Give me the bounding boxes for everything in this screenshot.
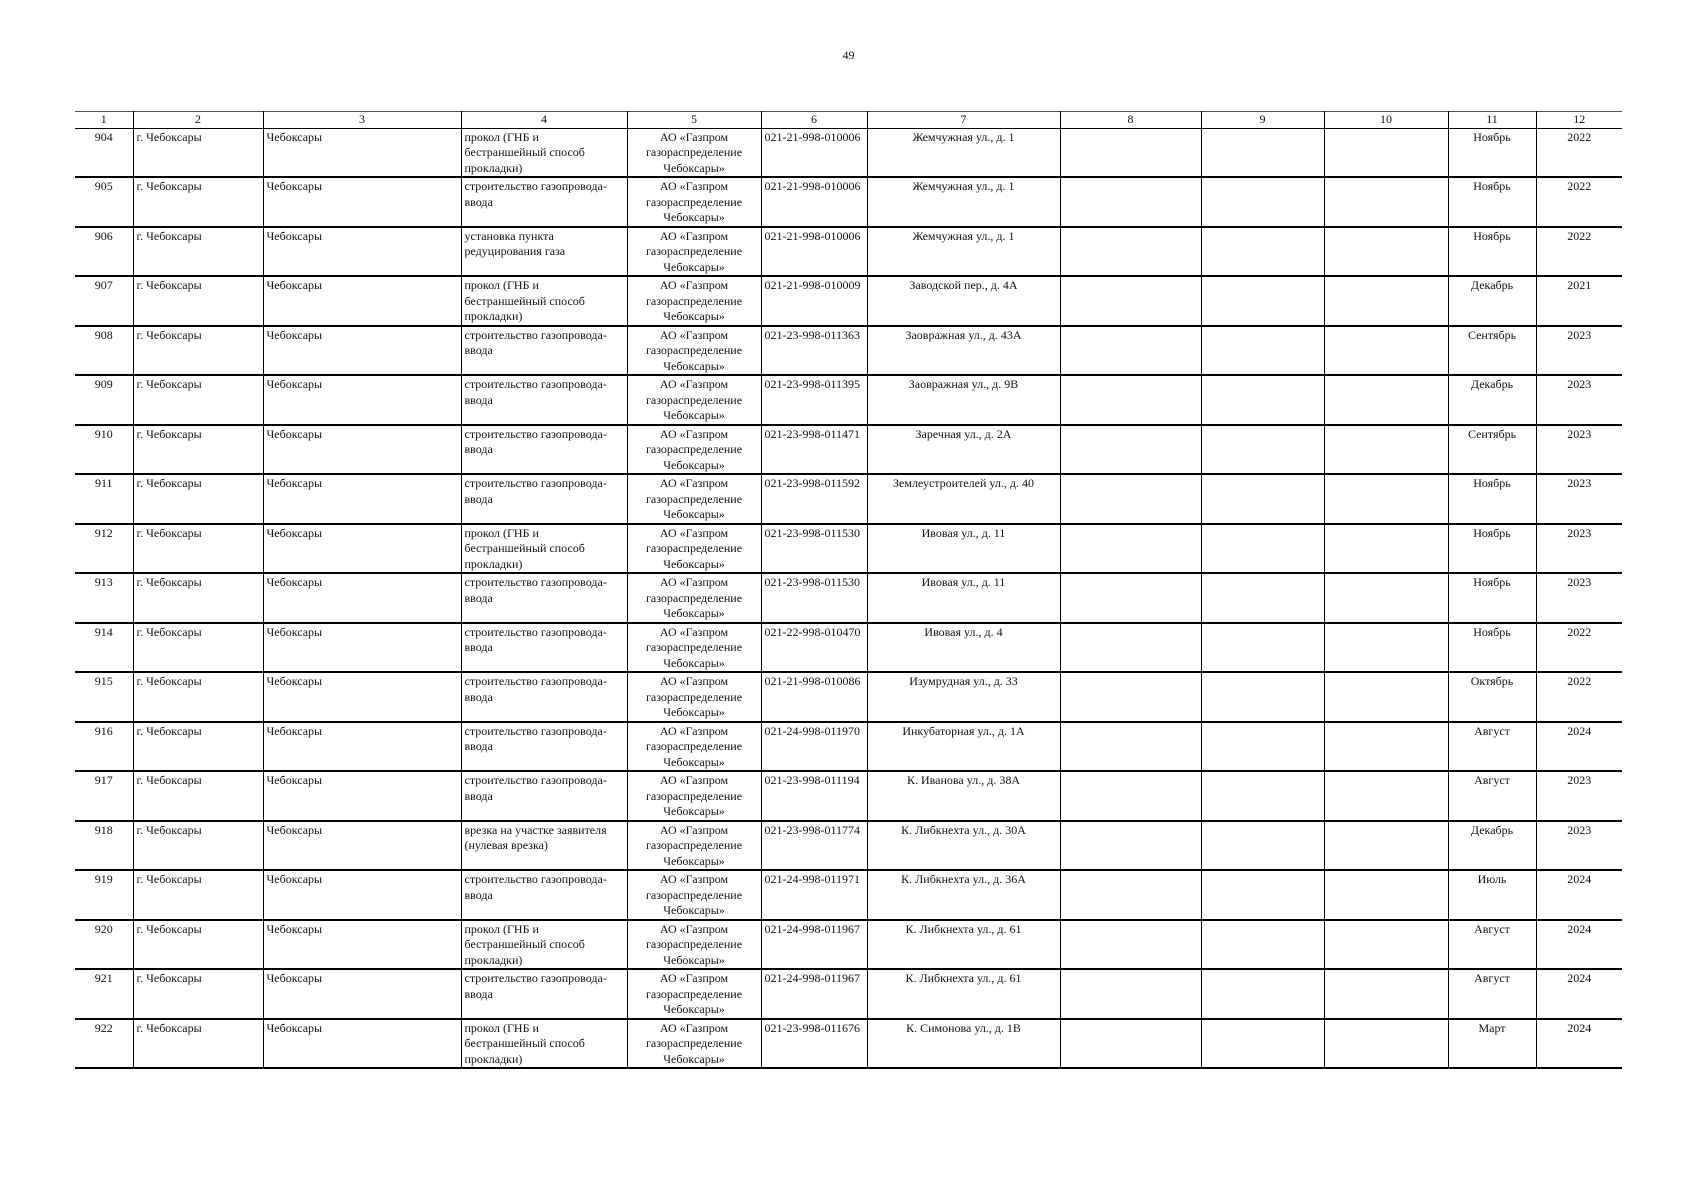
column-8-cell: [1060, 672, 1201, 722]
row-number: 912: [75, 524, 133, 574]
column-9-cell: [1201, 1019, 1324, 1069]
table-row: [75, 128, 1622, 177]
address-cell: Заовражная ул., д. 43А: [867, 326, 1060, 376]
row-number: 913: [75, 573, 133, 623]
address-cell: Ивовая ул., д. 11: [867, 524, 1060, 574]
locality-cell: Чебоксары: [263, 969, 461, 1019]
locality-cell: Чебоксары: [263, 573, 461, 623]
register-table: [75, 111, 1622, 1069]
work-type-cell: строительство газопровода-ввода: [461, 326, 627, 376]
column-9-cell: [1201, 276, 1324, 326]
month-cell: Ноябрь: [1448, 573, 1536, 623]
organization-cell: АО «Газпром газораспределение Чебоксары»: [627, 177, 761, 227]
year-cell: 2023: [1536, 821, 1622, 871]
column-10-cell: [1324, 771, 1448, 821]
column-header: 12: [1536, 112, 1622, 129]
year-cell: 2021: [1536, 276, 1622, 326]
address-cell: К. Либкнехта ул., д. 61: [867, 920, 1060, 970]
year-cell: 2022: [1536, 672, 1622, 722]
column-8-cell: [1060, 177, 1201, 227]
month-cell: Ноябрь: [1448, 623, 1536, 673]
application-code-cell: 021-21-998-010006: [761, 128, 867, 177]
address-cell: Жемчужная ул., д. 1: [867, 227, 1060, 277]
locality-cell: Чебоксары: [263, 128, 461, 177]
application-code-cell: 021-24-998-011971: [761, 870, 867, 920]
organization-cell: АО «Газпром газораспределение Чебоксары»: [627, 969, 761, 1019]
column-8-cell: [1060, 524, 1201, 574]
year-cell: 2023: [1536, 375, 1622, 425]
month-cell: Декабрь: [1448, 821, 1536, 871]
column-9-cell: [1201, 177, 1324, 227]
column-9-cell: [1201, 227, 1324, 277]
column-10-cell: [1324, 573, 1448, 623]
column-9-cell: [1201, 474, 1324, 524]
month-cell: Август: [1448, 722, 1536, 772]
month-cell: Ноябрь: [1448, 524, 1536, 574]
column-9-cell: [1201, 672, 1324, 722]
column-8-cell: [1060, 573, 1201, 623]
column-header: 7: [867, 112, 1060, 129]
column-8-cell: [1060, 227, 1201, 277]
row-number: 908: [75, 326, 133, 376]
locality-cell: Чебоксары: [263, 623, 461, 673]
work-type-cell: строительство газопровода-ввода: [461, 425, 627, 475]
year-cell: 2023: [1536, 524, 1622, 574]
column-9-cell: [1201, 771, 1324, 821]
table-row: [75, 326, 1622, 376]
column-10-cell: [1324, 474, 1448, 524]
work-type-cell: строительство газопровода-ввода: [461, 870, 627, 920]
settlement-cell: г. Чебоксары: [133, 920, 263, 970]
column-9-cell: [1201, 425, 1324, 475]
column-9-cell: [1201, 623, 1324, 673]
organization-cell: АО «Газпром газораспределение Чебоксары»: [627, 722, 761, 772]
work-type-cell: строительство газопровода-ввода: [461, 969, 627, 1019]
organization-cell: АО «Газпром газораспределение Чебоксары»: [627, 821, 761, 871]
locality-cell: Чебоксары: [263, 177, 461, 227]
locality-cell: Чебоксары: [263, 227, 461, 277]
table-row: [75, 771, 1622, 821]
column-header: 5: [627, 112, 761, 129]
row-number: 905: [75, 177, 133, 227]
column-10-cell: [1324, 276, 1448, 326]
table-row: [75, 672, 1622, 722]
work-type-cell: врезка на участке заявителя (нулевая врезка): [461, 821, 627, 871]
settlement-cell: г. Чебоксары: [133, 177, 263, 227]
locality-cell: Чебоксары: [263, 722, 461, 772]
row-number: 910: [75, 425, 133, 475]
row-number: 915: [75, 672, 133, 722]
year-cell: 2022: [1536, 177, 1622, 227]
column-9-cell: [1201, 128, 1324, 177]
column-8-cell: [1060, 870, 1201, 920]
locality-cell: Чебоксары: [263, 771, 461, 821]
table-row: [75, 524, 1622, 574]
address-cell: К. Либкнехта ул., д. 36А: [867, 870, 1060, 920]
row-number: 922: [75, 1019, 133, 1069]
locality-cell: Чебоксары: [263, 276, 461, 326]
organization-cell: АО «Газпром газораспределение Чебоксары»: [627, 276, 761, 326]
column-10-cell: [1324, 227, 1448, 277]
locality-cell: Чебоксары: [263, 425, 461, 475]
table-row: [75, 425, 1622, 475]
column-10-cell: [1324, 672, 1448, 722]
column-header: 4: [461, 112, 627, 129]
work-type-cell: строительство газопровода-ввода: [461, 771, 627, 821]
column-header: 1: [75, 112, 133, 129]
application-code-cell: 021-23-998-011530: [761, 573, 867, 623]
settlement-cell: г. Чебоксары: [133, 128, 263, 177]
column-8-cell: [1060, 623, 1201, 673]
organization-cell: АО «Газпром газораспределение Чебоксары»: [627, 227, 761, 277]
address-cell: Ивовая ул., д. 11: [867, 573, 1060, 623]
column-9-cell: [1201, 969, 1324, 1019]
work-type-cell: прокол (ГНБ и бестраншейный способ прокладки): [461, 128, 627, 177]
work-type-cell: строительство газопровода-ввода: [461, 177, 627, 227]
address-cell: Жемчужная ул., д. 1: [867, 128, 1060, 177]
month-cell: Декабрь: [1448, 276, 1536, 326]
month-cell: Август: [1448, 969, 1536, 1019]
column-10-cell: [1324, 821, 1448, 871]
column-8-cell: [1060, 969, 1201, 1019]
table-row: [75, 474, 1622, 524]
locality-cell: Чебоксары: [263, 474, 461, 524]
settlement-cell: г. Чебоксары: [133, 623, 263, 673]
year-cell: 2024: [1536, 920, 1622, 970]
settlement-cell: г. Чебоксары: [133, 870, 263, 920]
locality-cell: Чебоксары: [263, 920, 461, 970]
settlement-cell: г. Чебоксары: [133, 474, 263, 524]
table-row: [75, 623, 1622, 673]
work-type-cell: установка пункта редуцирования газа: [461, 227, 627, 277]
column-header: 6: [761, 112, 867, 129]
month-cell: Август: [1448, 920, 1536, 970]
month-cell: Ноябрь: [1448, 474, 1536, 524]
column-10-cell: [1324, 920, 1448, 970]
column-9-cell: [1201, 870, 1324, 920]
year-cell: 2023: [1536, 474, 1622, 524]
application-code-cell: 021-24-998-011967: [761, 920, 867, 970]
work-type-cell: прокол (ГНБ и бестраншейный способ прокладки): [461, 1019, 627, 1069]
address-cell: Заречная ул., д. 2А: [867, 425, 1060, 475]
year-cell: 2023: [1536, 425, 1622, 475]
month-cell: Август: [1448, 771, 1536, 821]
column-8-cell: [1060, 326, 1201, 376]
table-row: [75, 870, 1622, 920]
table-row: [75, 375, 1622, 425]
column-10-cell: [1324, 870, 1448, 920]
table-row: [75, 1019, 1622, 1069]
application-code-cell: 021-23-998-011592: [761, 474, 867, 524]
column-header: 8: [1060, 112, 1201, 129]
month-cell: Март: [1448, 1019, 1536, 1069]
year-cell: 2022: [1536, 128, 1622, 177]
column-10-cell: [1324, 969, 1448, 1019]
column-number-row: [75, 112, 1622, 129]
column-10-cell: [1324, 623, 1448, 673]
column-header: 2: [133, 112, 263, 129]
application-code-cell: 021-23-998-011676: [761, 1019, 867, 1069]
table-row: [75, 573, 1622, 623]
locality-cell: Чебоксары: [263, 870, 461, 920]
application-code-cell: 021-23-998-011194: [761, 771, 867, 821]
column-8-cell: [1060, 722, 1201, 772]
organization-cell: АО «Газпром газораспределение Чебоксары»: [627, 425, 761, 475]
table-row: [75, 177, 1622, 227]
page-number: 49: [842, 48, 855, 62]
address-cell: К. Либкнехта ул., д. 30А: [867, 821, 1060, 871]
work-type-cell: строительство газопровода-ввода: [461, 722, 627, 772]
month-cell: Декабрь: [1448, 375, 1536, 425]
column-header: 10: [1324, 112, 1448, 129]
settlement-cell: г. Чебоксары: [133, 375, 263, 425]
application-code-cell: 021-23-998-011471: [761, 425, 867, 475]
organization-cell: АО «Газпром газораспределение Чебоксары»: [627, 474, 761, 524]
year-cell: 2023: [1536, 573, 1622, 623]
organization-cell: АО «Газпром газораспределение Чебоксары»: [627, 1019, 761, 1069]
column-8-cell: [1060, 375, 1201, 425]
column-8-cell: [1060, 920, 1201, 970]
month-cell: Сентябрь: [1448, 425, 1536, 475]
table-row: [75, 821, 1622, 871]
settlement-cell: г. Чебоксары: [133, 969, 263, 1019]
locality-cell: Чебоксары: [263, 672, 461, 722]
column-9-cell: [1201, 722, 1324, 772]
application-code-cell: 021-22-998-010470: [761, 623, 867, 673]
organization-cell: АО «Газпром газораспределение Чебоксары»: [627, 870, 761, 920]
column-8-cell: [1060, 474, 1201, 524]
column-8-cell: [1060, 425, 1201, 475]
column-9-cell: [1201, 821, 1324, 871]
organization-cell: АО «Газпром газораспределение Чебоксары»: [627, 375, 761, 425]
column-8-cell: [1060, 821, 1201, 871]
month-cell: Ноябрь: [1448, 177, 1536, 227]
application-code-cell: 021-24-998-011967: [761, 969, 867, 1019]
row-number: 909: [75, 375, 133, 425]
application-code-cell: 021-23-998-011363: [761, 326, 867, 376]
settlement-cell: г. Чебоксары: [133, 425, 263, 475]
month-cell: Ноябрь: [1448, 227, 1536, 277]
column-10-cell: [1324, 375, 1448, 425]
settlement-cell: г. Чебоксары: [133, 276, 263, 326]
work-type-cell: строительство газопровода-ввода: [461, 573, 627, 623]
work-type-cell: строительство газопровода-ввода: [461, 623, 627, 673]
organization-cell: АО «Газпром газораспределение Чебоксары»: [627, 573, 761, 623]
row-number: 919: [75, 870, 133, 920]
table-row: [75, 920, 1622, 970]
row-number: 921: [75, 969, 133, 1019]
address-cell: Жемчужная ул., д. 1: [867, 177, 1060, 227]
application-code-cell: 021-23-998-011774: [761, 821, 867, 871]
column-8-cell: [1060, 1019, 1201, 1069]
column-8-cell: [1060, 276, 1201, 326]
work-type-cell: прокол (ГНБ и бестраншейный способ прокладки): [461, 276, 627, 326]
column-10-cell: [1324, 425, 1448, 475]
column-10-cell: [1324, 722, 1448, 772]
settlement-cell: г. Чебоксары: [133, 326, 263, 376]
application-code-cell: 021-23-998-011395: [761, 375, 867, 425]
address-cell: Инкубаторная ул., д. 1А: [867, 722, 1060, 772]
locality-cell: Чебоксары: [263, 326, 461, 376]
month-cell: Июль: [1448, 870, 1536, 920]
address-cell: Заовражная ул., д. 9В: [867, 375, 1060, 425]
locality-cell: Чебоксары: [263, 375, 461, 425]
address-cell: Заводской пер., д. 4А: [867, 276, 1060, 326]
settlement-cell: г. Чебоксары: [133, 722, 263, 772]
row-number: 911: [75, 474, 133, 524]
year-cell: 2022: [1536, 623, 1622, 673]
row-number: 907: [75, 276, 133, 326]
application-code-cell: 021-21-998-010006: [761, 177, 867, 227]
row-number: 916: [75, 722, 133, 772]
application-code-cell: 021-21-998-010006: [761, 227, 867, 277]
month-cell: Октябрь: [1448, 672, 1536, 722]
row-number: 917: [75, 771, 133, 821]
application-code-cell: 021-21-998-010009: [761, 276, 867, 326]
column-10-cell: [1324, 177, 1448, 227]
settlement-cell: г. Чебоксары: [133, 573, 263, 623]
address-cell: К. Иванова ул., д. 38А: [867, 771, 1060, 821]
work-type-cell: прокол (ГНБ и бестраншейный способ прокладки): [461, 920, 627, 970]
column-9-cell: [1201, 573, 1324, 623]
column-9-cell: [1201, 524, 1324, 574]
row-number: 904: [75, 128, 133, 177]
row-number: 914: [75, 623, 133, 673]
organization-cell: АО «Газпром газораспределение Чебоксары»: [627, 771, 761, 821]
work-type-cell: строительство газопровода-ввода: [461, 474, 627, 524]
month-cell: Ноябрь: [1448, 128, 1536, 177]
settlement-cell: г. Чебоксары: [133, 672, 263, 722]
settlement-cell: г. Чебоксары: [133, 1019, 263, 1069]
column-10-cell: [1324, 128, 1448, 177]
address-cell: Ивовая ул., д. 4: [867, 623, 1060, 673]
address-cell: К. Симонова ул., д. 1В: [867, 1019, 1060, 1069]
table-row: [75, 227, 1622, 277]
settlement-cell: г. Чебоксары: [133, 771, 263, 821]
column-8-cell: [1060, 128, 1201, 177]
application-code-cell: 021-24-998-011970: [761, 722, 867, 772]
column-8-cell: [1060, 771, 1201, 821]
locality-cell: Чебоксары: [263, 1019, 461, 1069]
locality-cell: Чебоксары: [263, 821, 461, 871]
organization-cell: АО «Газпром газораспределение Чебоксары»: [627, 920, 761, 970]
address-cell: К. Либкнехта ул., д. 61: [867, 969, 1060, 1019]
work-type-cell: прокол (ГНБ и бестраншейный способ прокладки): [461, 524, 627, 574]
organization-cell: АО «Газпром газораспределение Чебоксары»: [627, 524, 761, 574]
organization-cell: АО «Газпром газораспределение Чебоксары»: [627, 672, 761, 722]
year-cell: 2024: [1536, 722, 1622, 772]
organization-cell: АО «Газпром газораспределение Чебоксары»: [627, 128, 761, 177]
row-number: 918: [75, 821, 133, 871]
application-code-cell: 021-21-998-010086: [761, 672, 867, 722]
column-9-cell: [1201, 920, 1324, 970]
month-cell: Сентябрь: [1448, 326, 1536, 376]
year-cell: 2022: [1536, 227, 1622, 277]
column-9-cell: [1201, 375, 1324, 425]
year-cell: 2024: [1536, 1019, 1622, 1069]
table-row: [75, 969, 1622, 1019]
table-row: [75, 276, 1622, 326]
column-10-cell: [1324, 326, 1448, 376]
column-header: 11: [1448, 112, 1536, 129]
locality-cell: Чебоксары: [263, 524, 461, 574]
address-cell: Землеустроителей ул., д. 40: [867, 474, 1060, 524]
address-cell: Изумрудная ул., д. 33: [867, 672, 1060, 722]
column-header: 3: [263, 112, 461, 129]
column-10-cell: [1324, 524, 1448, 574]
settlement-cell: г. Чебоксары: [133, 227, 263, 277]
organization-cell: АО «Газпром газораспределение Чебоксары»: [627, 326, 761, 376]
column-header: 9: [1201, 112, 1324, 129]
column-10-cell: [1324, 1019, 1448, 1069]
settlement-cell: г. Чебоксары: [133, 524, 263, 574]
table-body: [75, 128, 1622, 1068]
application-code-cell: 021-23-998-011530: [761, 524, 867, 574]
work-type-cell: строительство газопровода-ввода: [461, 672, 627, 722]
work-type-cell: строительство газопровода-ввода: [461, 375, 627, 425]
year-cell: 2023: [1536, 771, 1622, 821]
year-cell: 2023: [1536, 326, 1622, 376]
row-number: 906: [75, 227, 133, 277]
year-cell: 2024: [1536, 870, 1622, 920]
organization-cell: АО «Газпром газораспределение Чебоксары»: [627, 623, 761, 673]
row-number: 920: [75, 920, 133, 970]
settlement-cell: г. Чебоксары: [133, 821, 263, 871]
column-9-cell: [1201, 326, 1324, 376]
year-cell: 2024: [1536, 969, 1622, 1019]
table-row: [75, 722, 1622, 772]
